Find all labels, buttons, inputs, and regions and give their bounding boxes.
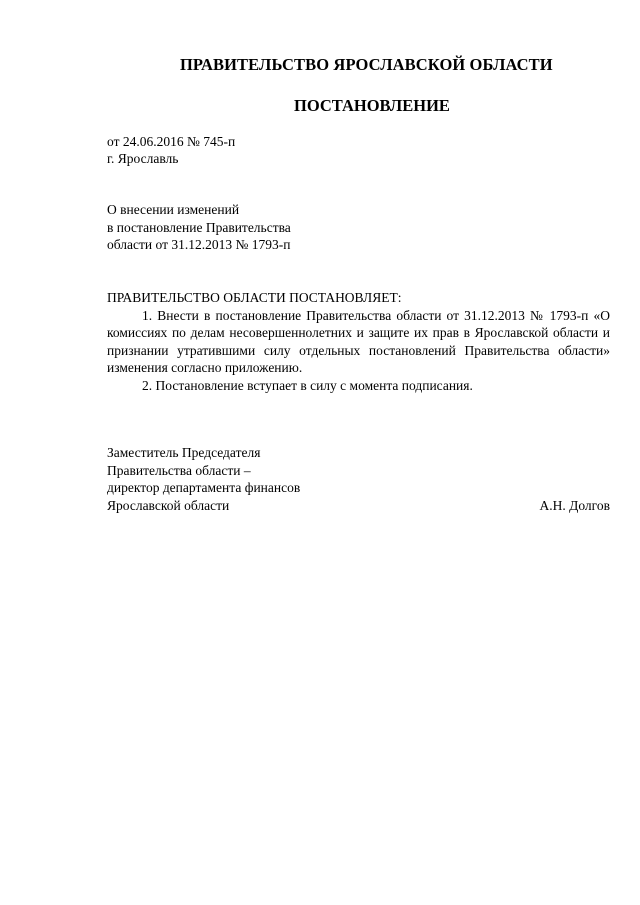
signatory-position-line: директор департамента финансов <box>107 480 301 495</box>
document-subject <box>107 201 291 254</box>
signature-block <box>107 444 610 514</box>
signatory-position-line: Правительства области – <box>107 462 251 478</box>
document-type-title: ПОСТАНОВЛЕНИЕ <box>294 96 450 115</box>
date-number: от 24.06.2016 № 745-п <box>107 134 236 149</box>
city: г. Ярославль <box>107 151 179 166</box>
document-meta <box>107 133 235 167</box>
signatory-name: А.Н. Долгов <box>539 497 610 513</box>
signature-final-line <box>107 497 610 515</box>
clause-1: 1. Внести в постановление Правительства области от 31.12.2013 № 1793-п «О комиссиях по делам несовершеннолетних и защите их прав в Ярославской области и признании утратившими силу отдельных постановлений Правительства области» изменения согласно приложению. <box>107 307 610 375</box>
clause-2: 2. Постановление вступает в силу с момента подписания. <box>142 377 473 393</box>
signatory-position-line: Ярославской области <box>107 497 230 513</box>
document-body <box>107 289 610 394</box>
subject-line: О внесении изменений <box>107 202 240 217</box>
preamble: ПРАВИТЕЛЬСТВО ОБЛАСТИ ПОСТАНОВЛЯЕТ: <box>107 290 402 305</box>
signatory-position-line: Заместитель Председателя <box>107 445 261 460</box>
subject-line: в постановление Правительства <box>107 219 291 235</box>
organization-title: ПРАВИТЕЛЬСТВО ЯРОСЛАВСКОЙ ОБЛАСТИ <box>180 55 553 74</box>
subject-line: области от 31.12.2013 № 1793-п <box>107 237 291 252</box>
